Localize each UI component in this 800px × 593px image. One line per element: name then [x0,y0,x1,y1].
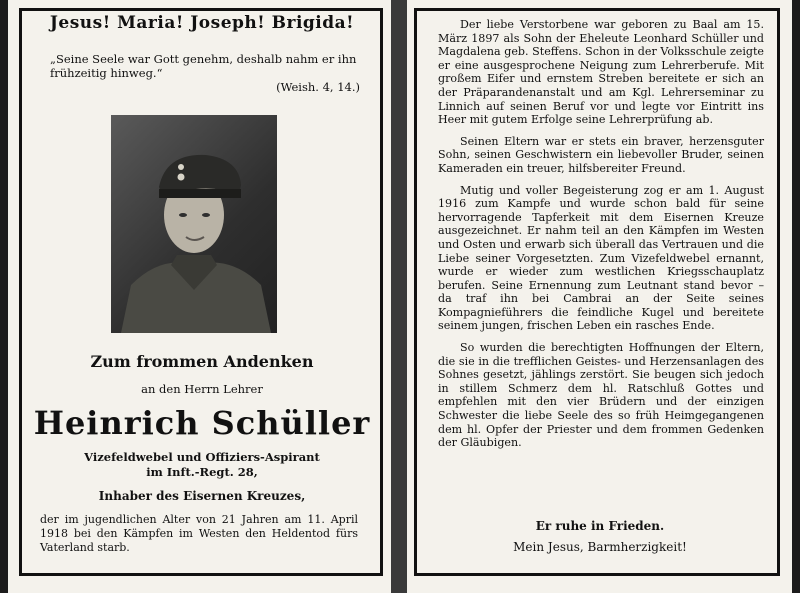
left-scan-edge [0,0,8,593]
quote-text: „Seine Seele war Gott genehm, deshalb nahm er ihn frühzeitig hinweg.“ [50,52,357,80]
iron-cross-line: Inhaber des Eisernen Kreuzes, [98,489,306,503]
right-scan-edge [792,0,800,593]
an-den-line: an den Herrn Lehrer [141,382,263,396]
soldier-portrait-photo [111,115,277,333]
biography-text [438,18,764,456]
bible-quote [50,52,360,94]
deceased-name: Heinrich Schüller [33,404,371,442]
rank-line-2: im Inft.-Regt. 28, [146,465,258,479]
andenken-heading: Zum frommen Andenken [90,352,314,371]
portrait-drawing [111,115,277,333]
biography-paragraph-1: Der liebe Verstorbene war geboren zu Baal am 15. März 1897 als Sohn der Eheleute Leonhard Schüller und Magdalena geb. Steffens. Schon in der Volksschule zeigte er eine ausgesprochene Neigung zum Lehrerberufe. Mit großem Eifer und ernstem Streben bereitete er sich an der Präparandenanstalt und am Kgl. Lehrerseminar zu Linnich auf seinen Beruf vor und legte vor Eintritt ins Heer mit gutem Erfolge seine Lehrerprüfung ab. [438,18,764,127]
biography-paragraph-4: So wurden die berechtigten Hoffnungen der Eltern, die sie in die trefflichen Geistes- und Herzensanlagen des Sohnes gesetzt, jählings zerstört. Sie beugen sich jedoch in stillem Schmerz dem hl. Ratschluß Gottes und empfehlen mit den vier Brüdern und der einzigen Schwester die liebe Seele des so früh Heimgegangenen dem hl. Opfer der Priester und dem frommen Gedenken der Gläubigen. [438,341,764,450]
biography-paragraph-2: Seinen Eltern war er stets ein braver, herzensguter Sohn, seinen Geschwistern ein liebevoller Bruder, seinen Kameraden ein treuer, hilfsbereiter Freund. [438,134,764,175]
quote-source: (Weish. 4, 14.) [276,80,360,94]
closing-prayer-line: Mein Jesus, Barmherzigkeit! [513,540,687,554]
rank-block [22,450,382,480]
center-fold-gutter [391,0,407,593]
death-notice: der im jugendlichen Alter von 21 Jahren am 11. April 1918 bei den Kämpfen im Westen den Heldentod fürs Vaterland starb. [40,513,358,554]
biography-paragraph-3: Mutig und voller Begeisterung zog er am 1. August 1916 zum Kampfe und wurde schon bald für seine hervorragende Tapferkeit mit dem Eisernen Kreuze ausgezeichnet. Er nahm teil an den Kämpfen im Westen und Osten und erwarb sich überall das Vertrauen und die Liebe seiner Vorgesetzten. Zum Vizefeldwebel ernannt, wurde er wieder zum westlichen Kriegsschauplatz berufen. Seine Ernennung zum Leutnant stand bevor – da traf ihn bei Cambrai an der Seite seines Kompagnieführers die feindliche Kugel und bereitete seinem jungen, frischen Leben ein rasches Ende. [438,183,764,333]
rest-in-peace-line: Er ruhe in Frieden. [535,519,665,533]
header-invocation: Jesus! Maria! Joseph! Brigida! [49,13,355,33]
rank-line-1: Vizefeldwebel und Offiziers-Aspirant [84,450,320,464]
